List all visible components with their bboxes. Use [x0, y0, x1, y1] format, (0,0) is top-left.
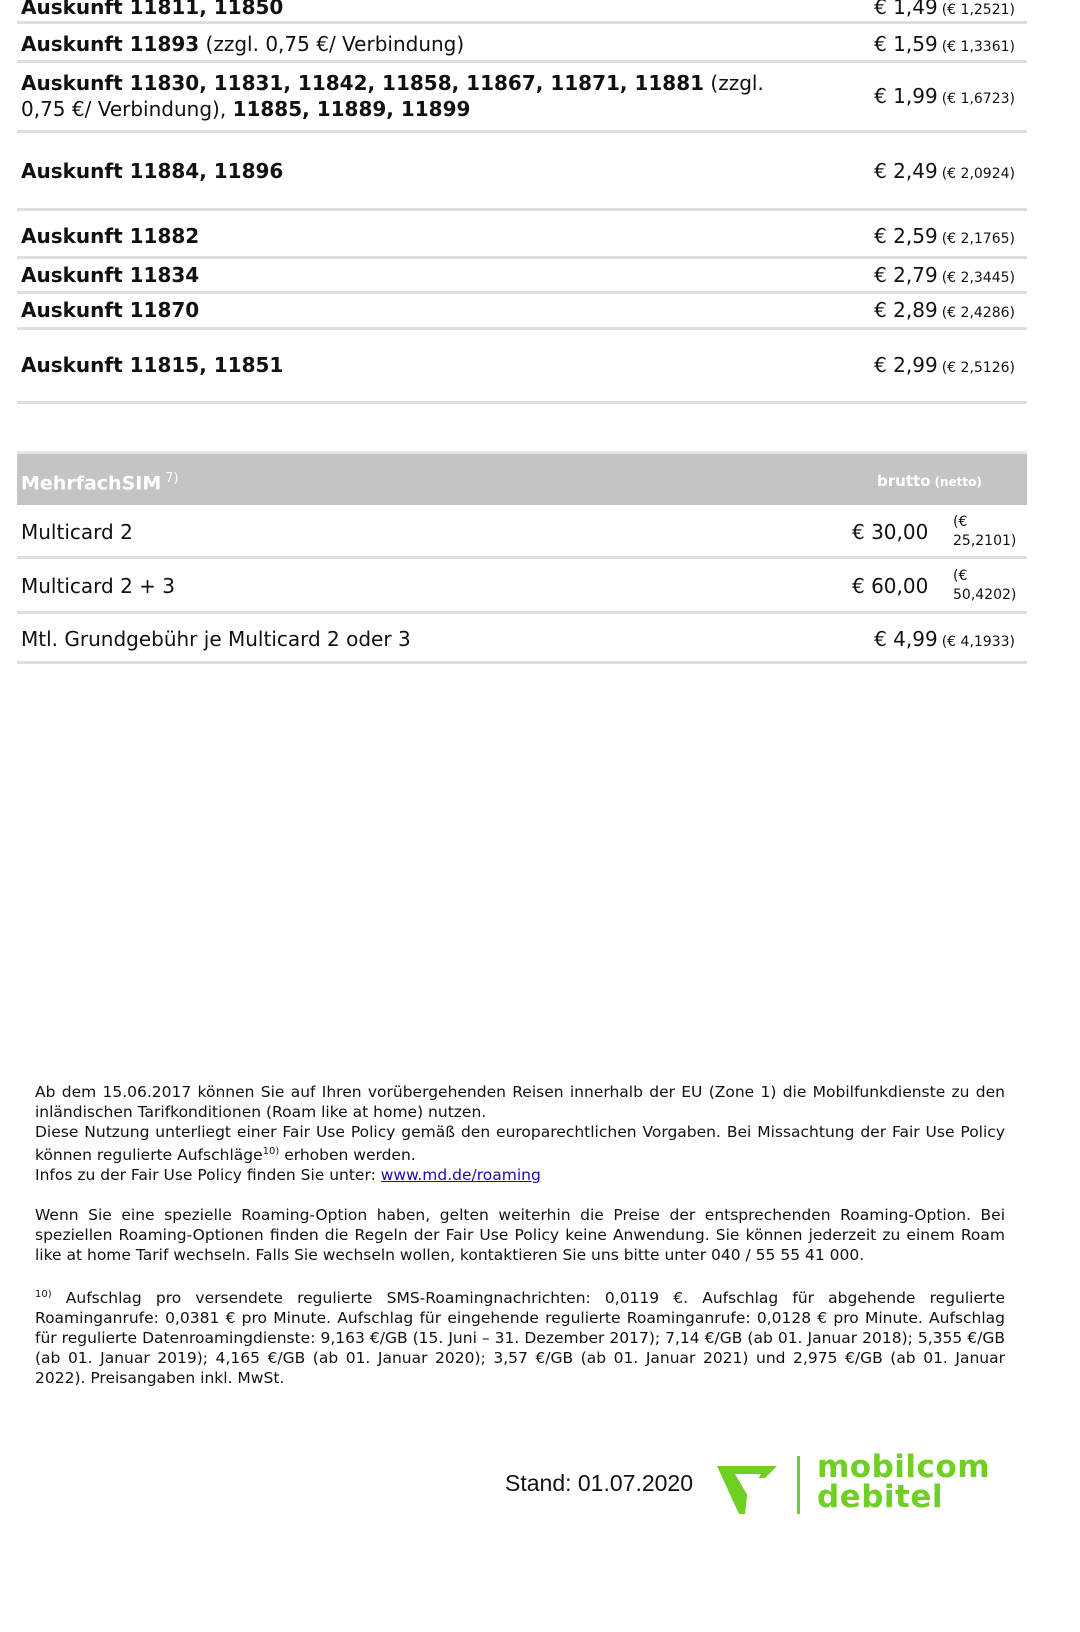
row-label: Auskunft 11884, 11896 [21, 159, 284, 183]
row-label: Auskunft 11882 [21, 224, 200, 248]
row-price: € 1,49 (€ 1,2521) [874, 0, 1015, 19]
table-row [17, 133, 1027, 211]
row-price: € 2,79 (€ 2,3445) [874, 263, 1015, 287]
surcharge-footnote: $^{10)}$ Aufschlag pro versendete regulierte SMS-Roamingnachrichten: 0,0119 €. Aufschlag für abgehende regulierte Roaminganrufe: 0,0381 € pro Minute. Aufschlag für eingehende regulierte Roaminganrufe: 0,0128 € pro Minute. Aufschlag für regulierte Datenroamingdienste: 9,163 €/GB (15. Juni – 31. Dezember 2017); 7,14 €/GB (ab 01. Januar 2018); 5,355 €/GB (ab 01. Januar 2019); 4,165 €/GB (ab 01. Januar 2020); 3,57 €/GB (ab 01. Januar 2021) und 2,975 €/GB (ab 01. Januar 2022). Preisangaben inkl. MwSt. [35, 1289, 1005, 1388]
row-price: € 2,89 (€ 2,4286) [874, 298, 1015, 322]
logo-wordmark: mobilcom debitel [817, 1449, 991, 1515]
row-label: Auskunft 11811, 11850 [21, 0, 284, 19]
table-row [17, 330, 1027, 404]
table-row [17, 294, 1027, 330]
table-row [17, 559, 1027, 614]
table-row [17, 259, 1027, 294]
table-row [17, 614, 1027, 664]
row-label: Auskunft 11870 [21, 298, 200, 322]
table-row [17, 505, 1027, 559]
roaming-paragraph: Ab dem 15.06.2017 können Sie auf Ihren vorübergehenden Reisen innerhalb der EU (Zone 1) die Mobilfunkdienste zu den inländischen Tarifkonditionen (Roam like at home) nutzen. Diese Nutzung unterliegt einer Fair Use Policy gemäß den europarechtlichen Vorgaben. Bei Missachtung der Fair Use Policy können regulierte Aufschläge$^{10)}$ erhoben werden. Infos zu der Fair Use Policy finden Sie unter: www.md.de/roaming [35, 1083, 1005, 1185]
row-price: € 4,99 (€ 4,1933) [874, 627, 1015, 651]
row-price: € 1,99 (€ 1,6723) [874, 84, 1015, 108]
roaming-info-link[interactable]: www.md.de/roaming [380, 1166, 541, 1185]
roaming-option-paragraph: Wenn Sie eine spezielle Roaming-Option haben, gelten weiterhin die Preise der entsprechenden Roaming-Option. Bei speziellen Roaming-Optionen finden die Regeln der Fair Use Policy keine Anwendung. Sie können jederzeit zu einem Roam like at home Tarif wechseln. Falls Sie wechseln wollen, kontaktieren Sie uns bitte unter 040 / 55 55 41 000. [35, 1206, 1005, 1265]
footnotes [35, 1082, 1005, 1408]
row-price: € 2,49 (€ 2,0924) [874, 159, 1015, 183]
stand-date: Stand: 01.07.2020 [505, 1470, 693, 1496]
mobilcom-debitel-logo [715, 1450, 1005, 1520]
row-price: € 30,00 (€ 25,2101) [852, 514, 1017, 549]
row-price: € 2,59 (€ 2,1765) [874, 224, 1015, 248]
row-label: Auskunft 11834 [21, 263, 200, 287]
mehrfachsim-header [17, 451, 1027, 505]
row-label: Mtl. Grundgebühr je Multicard 2 oder 3 [21, 627, 411, 651]
logo-mark-icon [715, 1452, 805, 1518]
table-row [17, 26, 1027, 63]
table-row [17, 63, 1027, 133]
row-label: Auskunft 11815, 11851 [21, 353, 284, 377]
row-label: Multicard 2 + 3 [21, 574, 175, 598]
row-label: Multicard 2 [21, 520, 133, 544]
row-price: € 2,99 (€ 2,5126) [874, 353, 1015, 377]
row-label: Auskunft 11830, 11831, 11842, 11858, 11867, 11871, 11881 (zzgl. 0,75 €/ Verbindung), 11885, 11889, 11899 [21, 71, 764, 121]
column-header-brutto: brutto (netto) [877, 472, 982, 490]
row-price: € 60,00 (€ 50,4202) [852, 568, 1017, 603]
table-row [17, 0, 1027, 24]
section-title: MehrfachSIM $^{7)}$ [21, 471, 179, 495]
table-row [17, 211, 1027, 259]
row-price: € 1,59 (€ 1,3361) [874, 32, 1015, 56]
row-label: Auskunft 11893 (zzgl. 0,75 €/ Verbindung) [21, 32, 465, 56]
